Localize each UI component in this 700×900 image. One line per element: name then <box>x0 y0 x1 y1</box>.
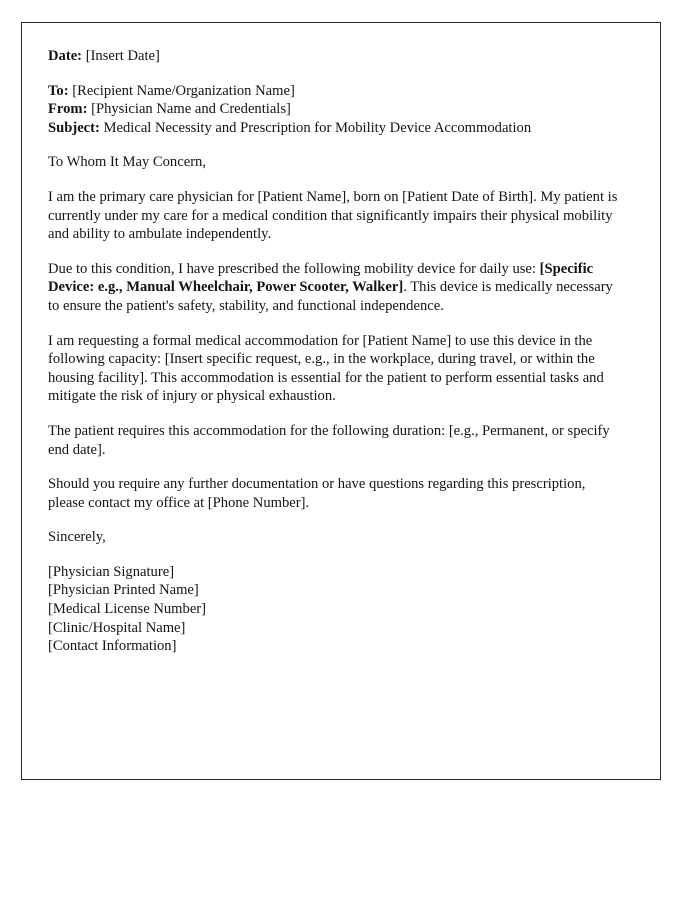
from-line <box>48 100 618 119</box>
from-label: From: <box>48 101 88 118</box>
subject-line <box>48 119 618 138</box>
paragraph-contact: Should you require any further documentation or have questions regarding this prescription, please contact my office at [Phone Number]. <box>48 476 586 511</box>
paragraph-duration: The patient requires this accommodation for the following duration: [e.g., Permanent, or specify end date]. <box>48 422 610 458</box>
date-label: Date: <box>48 48 83 64</box>
signature-line: [Physician Printed Name] <box>48 582 199 599</box>
to-label: To: <box>48 82 69 99</box>
paragraph-intro: I am the primary care physician for [Patient Name], born on [Patient Date of Birth]. My patient is currently under my care for a medical condition that significantly impairs their physical mobility and ability to ambulate independently. <box>48 188 618 243</box>
prescribed-device-text: [Specific Device: e.g., Manual Wheelchair, Power Scooter, Walker] <box>48 260 594 296</box>
date-line <box>48 47 618 66</box>
prescription-lead-text: Due to this condition, I have prescribed the following mobility device for daily use: <box>48 260 536 277</box>
signature-line: [Contact Information] <box>48 638 177 655</box>
subject-label: Subject: <box>48 119 100 136</box>
letter-content <box>48 47 618 656</box>
paragraph-prescription <box>48 260 618 316</box>
prescription-tail-text: . This device is medically necessary to ensure the patient's safety, stability, and functional independence. <box>48 279 613 314</box>
signature-block <box>48 563 618 656</box>
signature-line: [Physician Signature] <box>48 563 175 580</box>
to-line <box>48 82 618 101</box>
signature-line: [Medical License Number] <box>48 601 207 618</box>
to-value: [Recipient Name/Organization Name] <box>72 82 295 99</box>
from-value: [Physician Name and Credentials] <box>91 101 291 118</box>
closing-salutation: Sincerely, <box>48 529 106 546</box>
salutation: To Whom It May Concern, <box>48 154 206 171</box>
signature-line: [Clinic/Hospital Name] <box>48 619 186 636</box>
date-value: [Insert Date] <box>85 48 160 64</box>
paragraph-accommodation: I am requesting a formal medical accommodation for [Patient Name] to use this device in the following capacity: [Insert specific request, e.g., in the workplace, during travel, or within the housing facility]. This accommodation is essential for the patient to perform essential tasks and mitigate the risk of injury or physical exhaustion. <box>48 332 604 405</box>
addressing-block <box>48 82 618 138</box>
subject-value: Medical Necessity and Prescription for Mobility Device Accommodation <box>103 119 532 136</box>
letter-page <box>21 22 661 780</box>
